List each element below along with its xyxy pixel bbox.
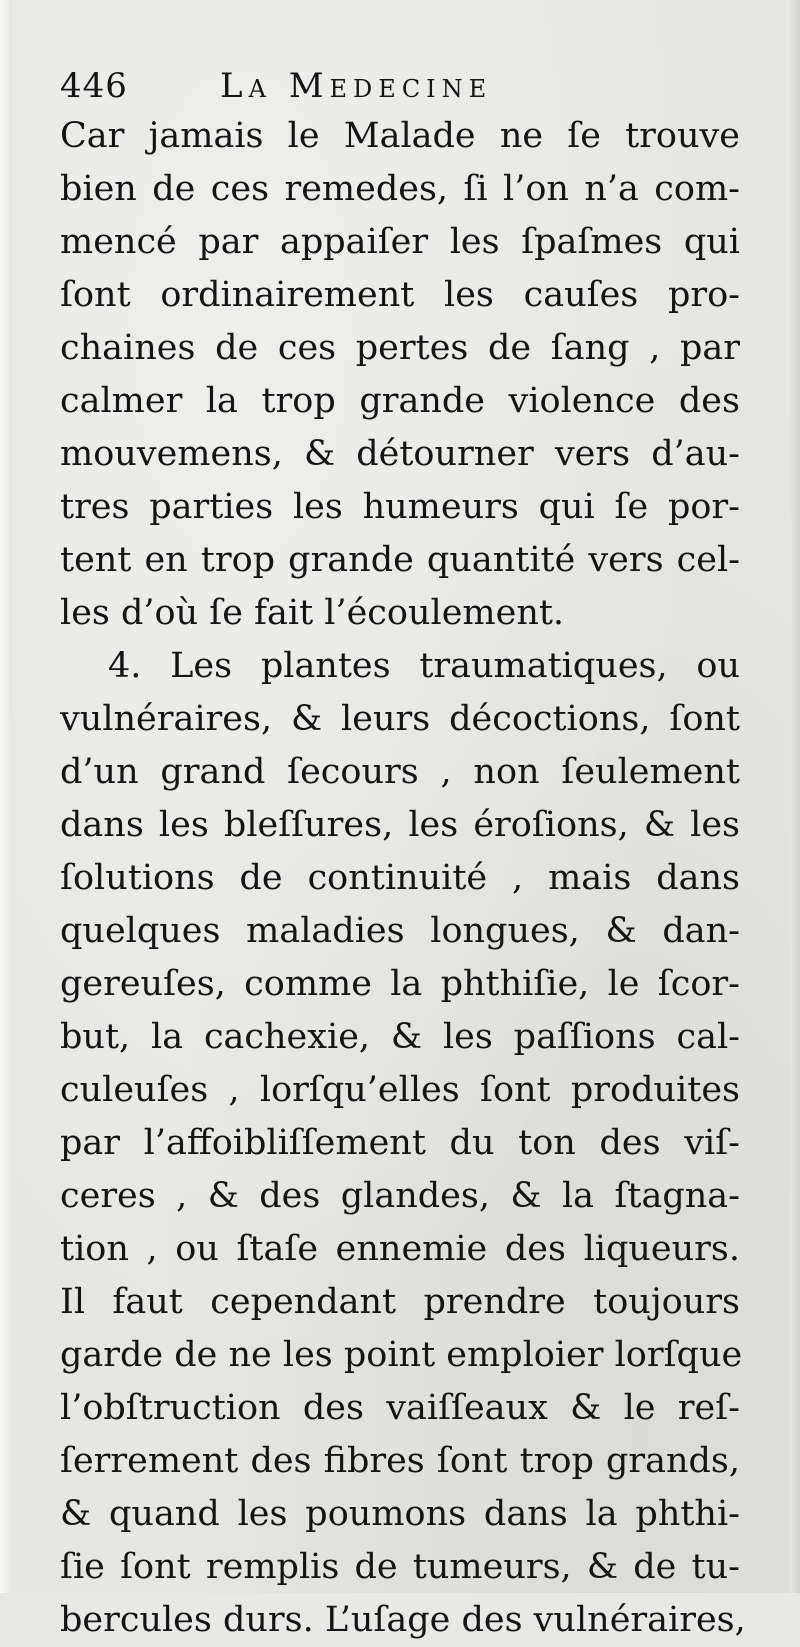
text-line: tent en trop grande quantité vers cel- — [60, 540, 740, 580]
text-line: tion , ou ſtaſe ennemie des liqueurs. — [60, 1229, 740, 1269]
text-line: dans les bleſſures, les éroſions, & les — [60, 805, 740, 845]
text-line: ſolutions de continuité , mais dans — [60, 858, 740, 898]
page-number: 446 — [60, 66, 128, 106]
text-line: ſont ordinairement les cauſes pro- — [60, 275, 740, 315]
text-line: ſie ſont remplis de tumeurs, & de tu- — [60, 1547, 740, 1587]
text-line: bien de ces remedes, ſi l’on n’a com- — [60, 169, 740, 209]
text-line: mencé par appaiſer les ſpaſmes qui — [60, 222, 740, 262]
body-text — [60, 110, 746, 1647]
text-line: gereuſes, comme la phthiſie, le ſcor- — [60, 964, 740, 1004]
text-line: but, la cachexie, & les paſſions cal- — [60, 1017, 740, 1057]
page-left-edge — [0, 0, 12, 1593]
page-right-edge — [790, 0, 800, 1593]
text-line: & quand les poumons dans la phthi- — [60, 1494, 740, 1534]
text-line: calmer la trop grande violence des — [60, 381, 740, 421]
text-line: quelques maladies longues, & dan- — [60, 911, 740, 951]
text-line: tres parties les humeurs qui ſe por- — [60, 487, 740, 527]
text-line: ſerrement des fibres ſont trop grands, — [60, 1441, 740, 1481]
text-line: vulnéraires, & leurs décoctions, ſont — [60, 699, 740, 739]
text-line: l’obſtruction des vaiſſeaux & le reſ- — [60, 1388, 740, 1428]
text-line: par l’affoibliſſement du ton des viſ- — [60, 1123, 740, 1163]
text-line: les d’où ſe fait l’écoulement. — [60, 593, 565, 633]
text-line: chaines de ces pertes de ſang , par — [60, 328, 740, 368]
text-line: garde de ne les point emploier lorſque — [60, 1335, 743, 1375]
text-line: Il faut cependant prendre toujours — [60, 1282, 740, 1322]
paragraph-start-line: 4. Les plantes traumatiques, ou — [108, 646, 740, 686]
text-line: d’un grand ſecours , non ſeulement — [60, 752, 740, 792]
text-line: bercules durs. L’uſage des vulnéraires, — [60, 1600, 746, 1640]
text-line: mouvemens, & détourner vers d’au- — [60, 434, 740, 474]
page-header — [60, 66, 760, 116]
text-line: culeuſes , lorſqu’elles ſont produites — [60, 1070, 740, 1110]
text-line: Car jamais le Malade ne ſe trouve — [60, 116, 740, 156]
running-head: La Medecine — [220, 66, 493, 106]
text-line: ceres , & des glandes, & la ſtagna- — [60, 1176, 740, 1216]
